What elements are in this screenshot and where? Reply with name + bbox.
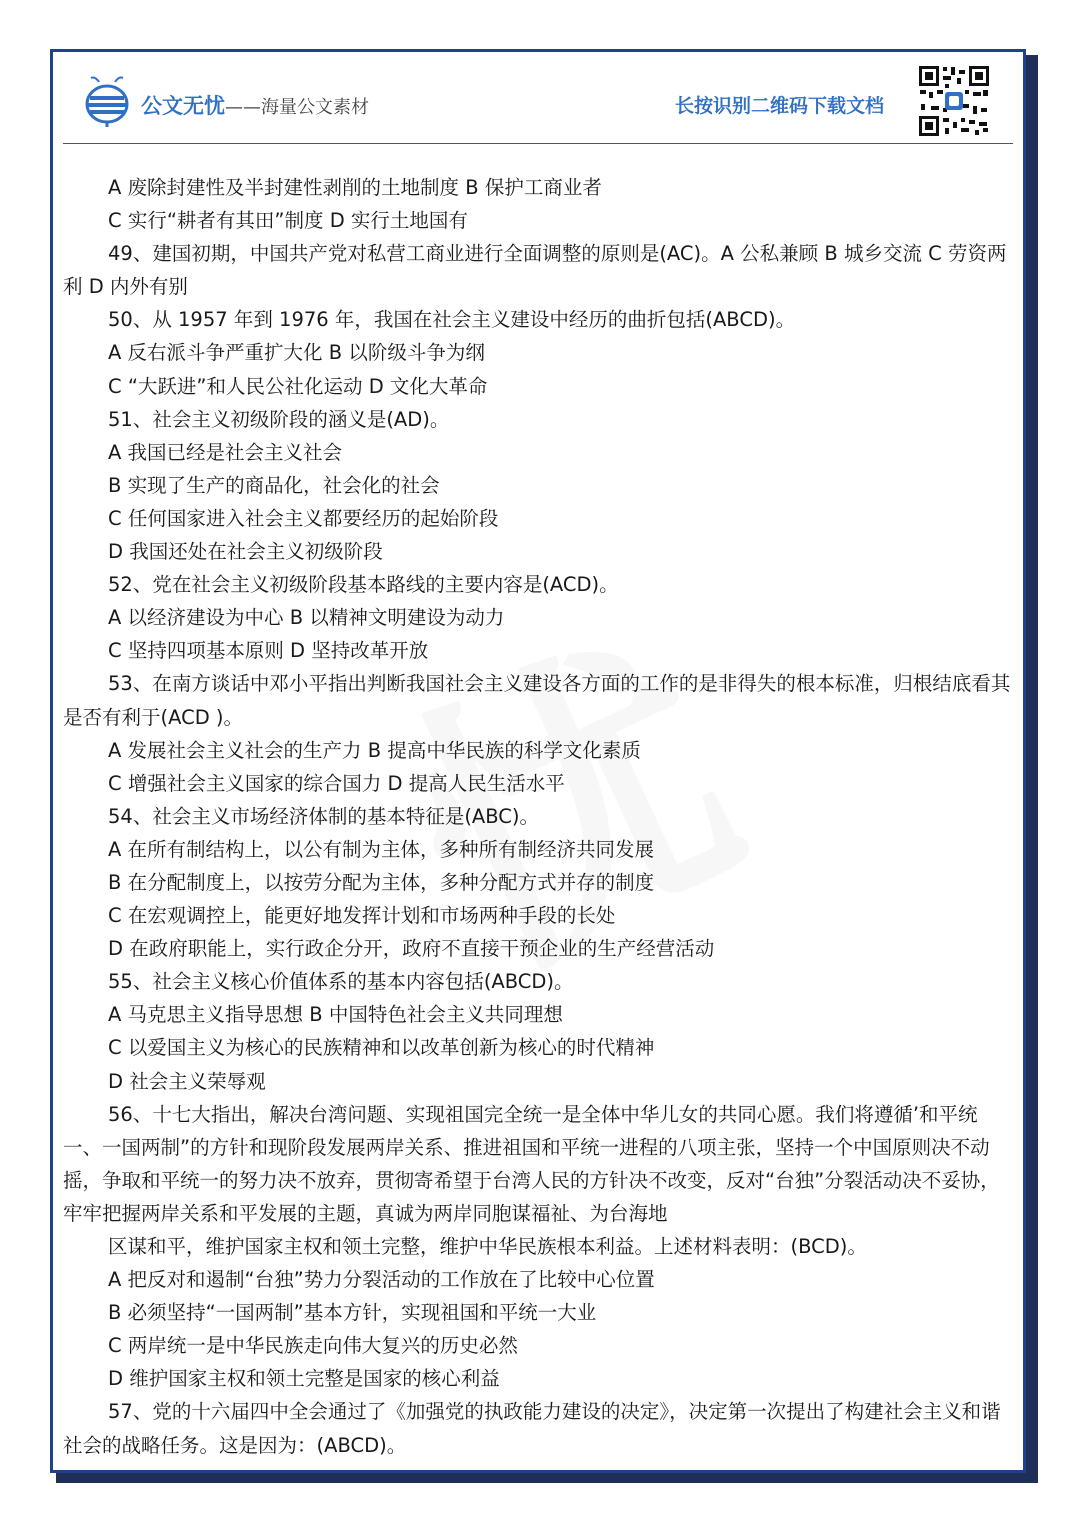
- text-line: A 马克思主义指导思想 B 中国特色社会主义共同理想: [108, 1003, 563, 1027]
- document-body: [63, 171, 1013, 1462]
- download-hint: 长按识别二维码下载文档: [675, 95, 885, 117]
- text-line: 55、社会主义核心价值体系的基本内容包括(ABCD)。: [108, 970, 574, 994]
- text-line: C 任何国家进入社会主义都要经历的起始阶段: [108, 506, 499, 530]
- text-line: A 我国已经是社会主义社会: [108, 440, 343, 464]
- text-line: A 发展社会主义社会的生产力 B 提高中华民族的科学文化素质: [108, 738, 641, 762]
- text-line: B 实现了生产的商品化，社会化的社会: [108, 473, 440, 497]
- text-line: D 在政府职能上，实行政企分开，政府不直接干预企业的生产经营活动: [108, 937, 715, 961]
- text-line: A 以经济建设为中心 B 以精神文明建设为动力: [108, 606, 505, 630]
- text-line: A 废除封建性及半封建性剥削的土地制度 B 保护工商业者: [108, 176, 602, 199]
- text-line: 52、党在社会主义初级阶段基本路线的主要内容是(ACD)。: [108, 573, 619, 597]
- text-line: C 以爱国主义为核心的民族精神和以改革创新为核心的时代精神: [108, 1036, 655, 1060]
- brand-subtitle: ——海量公文素材: [225, 97, 369, 118]
- qr-code-icon[interactable]: [917, 64, 991, 138]
- text-line: A 把反对和遏制“台独”势力分裂活动的工作放在了比较中心位置: [108, 1268, 655, 1292]
- text-line: 53、在南方谈话中邓小平指出判断我国社会主义建设各方面的工作的是非得失的根本标准，归根结底看其是否有利于(ACD )。: [63, 672, 1011, 729]
- text-line: D 维护国家主权和领土完整是国家的核心利益: [108, 1367, 500, 1391]
- bee-logo-icon: [83, 74, 131, 128]
- text-line: 区谋和平，维护国家主权和领土完整，维护中华民族根本利益。上述材料表明：(BCD)。: [108, 1235, 867, 1258]
- text-line: 50、从 1957 年到 1976 年，我国在社会主义建设中经历的曲折包括(ABCD)。: [108, 308, 796, 332]
- document-page: [50, 49, 1026, 1473]
- text-line: 57、党的十六届四中全会通过了《加强党的执政能力建设的决定》，决定第一次提出了构建社会主义和谐社会的战略任务。这是因为：(ABCD)。: [63, 1400, 1001, 1457]
- text-line: B 必须坚持“一国两制”基本方针，实现祖国和平统一大业: [108, 1301, 597, 1325]
- text-line: 49、建国初期，中国共产党对私营工商业进行全面调整的原则是(AC)。A 公私兼顾 B 城乡交流 C 劳资两利 D 内外有别: [63, 242, 1007, 299]
- header-divider: [63, 143, 1013, 144]
- text-line: C 实行“耕者有其田”制度 D 实行土地国有: [108, 209, 468, 233]
- page-header: [53, 52, 1023, 146]
- text-line: C 增强社会主义国家的综合国力 D 提高人民生活水平: [108, 771, 565, 795]
- text-line: D 社会主义荣辱观: [108, 1069, 266, 1093]
- brand-title: 公文无忧——海量公文素材: [141, 94, 369, 118]
- text-line: 56、十七大指出，解决台湾问题、实现祖国完全统一是全体中华儿女的共同心愿。我们将遵循’和平统一、一国两制”的方针和现阶段发展两岸关系、推进祖国和平统一进程的八项主张，坚持一个中国原则决不动摇，争取和平统一的努力决不放弃，贯彻寄希望于台湾人民的方针决不改变，反对“台独”分裂活动决不妥协，牢牢把握两岸关系和平发展的主题，真诚为两岸同胞谋福祉、为台海地: [63, 1102, 1000, 1225]
- text-line: C 坚持四项基本原则 D 坚持改革开放: [108, 639, 429, 663]
- text-line: A 反右派斗争严重扩大化 B 以阶级斗争为纲: [108, 341, 485, 365]
- text-line: C 在宏观调控上，能更好地发挥计划和市场两种手段的长处: [108, 904, 616, 928]
- text-line: B 在分配制度上，以按劳分配为主体，多种分配方式并存的制度: [108, 870, 655, 894]
- text-line: 51、社会主义初级阶段的涵义是(AD)。: [108, 407, 450, 431]
- text-line: 54、社会主义市场经济体制的基本特征是(ABC)。: [108, 804, 540, 828]
- text-line: C 两岸统一是中华民族走向伟大复兴的历史必然: [108, 1334, 518, 1358]
- text-line: A 在所有制结构上，以公有制为主体，多种所有制经济共同发展: [108, 837, 655, 861]
- text-line: C “大跃进”和人民公社化运动 D 文化大革命: [108, 374, 488, 398]
- text-line: D 我国还处在社会主义初级阶段: [108, 540, 383, 564]
